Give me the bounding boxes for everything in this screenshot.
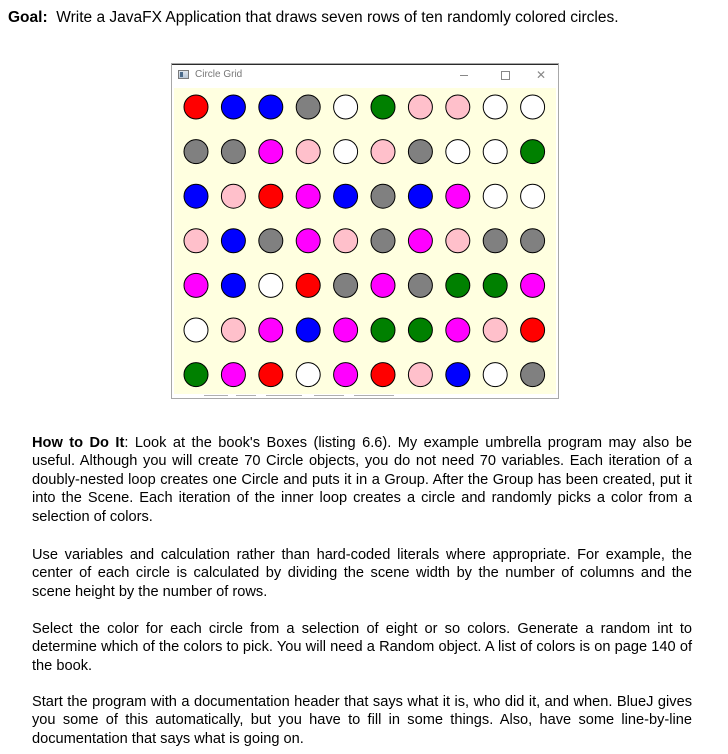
circle-magenta <box>371 273 395 297</box>
circle-magenta <box>221 363 245 387</box>
circle-grid <box>174 88 556 394</box>
circle-white <box>184 318 208 342</box>
variables-paragraph: Use variables and calculation rather than hard-coded literals where appropriate. For example, the center of each circle is calculated by dividing the scene width by the number of columns and the scene height by the number of rows. <box>32 547 692 600</box>
circle-magenta <box>296 184 320 208</box>
circle-pink <box>221 318 245 342</box>
circle-gray <box>296 95 320 119</box>
circle-white <box>334 140 358 164</box>
circle-magenta <box>334 363 358 387</box>
java-app-icon <box>178 70 189 79</box>
goal-label: Goal: <box>8 9 48 26</box>
circle-pink <box>296 140 320 164</box>
circle-gray <box>408 273 432 297</box>
how-to-label: How to Do It <box>32 435 125 451</box>
circle-pink <box>371 140 395 164</box>
circle-white <box>483 184 507 208</box>
circle-white <box>259 273 283 297</box>
circle-white <box>334 95 358 119</box>
circle-gray <box>259 229 283 253</box>
circle-white <box>446 140 470 164</box>
circle-blue <box>334 184 358 208</box>
circle-gray <box>221 140 245 164</box>
circle-magenta <box>259 318 283 342</box>
circle-blue <box>446 363 470 387</box>
how-to-text: : Look at the book's Boxes (listing 6.6). My example umbrella program may also be useful. Although you will create 70 Circle objects, you do not need 70 variables. Each iteration of a doubly-nested loop creates one Circle and puts it in a Group. After the Group has been created, put it into the Scene. Each iteration of the inner loop creates a circle and randomly picks a color from a selection of colors. <box>32 435 692 525</box>
minimize-icon <box>460 75 468 76</box>
window-titlebar[interactable] <box>172 64 558 87</box>
circle-red <box>296 273 320 297</box>
circle-white <box>483 140 507 164</box>
circle-green <box>521 140 545 164</box>
circle-green <box>184 363 208 387</box>
header-paragraph: Start the program with a documentation header that says what it is, who did it, and when. BlueJ gives you some of this automatically, but you have to fill in some things. Also, have some line-by-line documentation that says what is going on. <box>32 694 692 747</box>
circle-blue <box>221 273 245 297</box>
circle-red <box>371 363 395 387</box>
colors-paragraph: Select the color for each circle from a selection of eight or so colors. Generate a random int to determine which of the colors to pick. You will need a Random object. A list of colors is on page 140 of the book. <box>32 621 692 674</box>
circle-green <box>446 273 470 297</box>
circle-gray <box>371 229 395 253</box>
circle-green <box>371 95 395 119</box>
circle-pink <box>184 229 208 253</box>
circle-magenta <box>296 229 320 253</box>
circle-white <box>483 95 507 119</box>
circle-pink <box>408 95 432 119</box>
circle-white <box>521 184 545 208</box>
circle-gray <box>483 229 507 253</box>
minimize-button[interactable] <box>453 67 475 83</box>
circle-blue <box>408 184 432 208</box>
circle-blue <box>221 95 245 119</box>
circle-pink <box>334 229 358 253</box>
circle-blue <box>296 318 320 342</box>
circle-magenta <box>334 318 358 342</box>
circle-red <box>259 184 283 208</box>
circle-red <box>521 318 545 342</box>
circle-magenta <box>446 184 470 208</box>
circle-pink <box>446 95 470 119</box>
scene-canvas <box>174 88 556 394</box>
circle-blue <box>184 184 208 208</box>
circle-magenta <box>446 318 470 342</box>
circle-white <box>483 363 507 387</box>
circle-magenta <box>259 140 283 164</box>
circle-gray <box>408 140 432 164</box>
circle-pink <box>446 229 470 253</box>
circle-white <box>296 363 320 387</box>
goal-line <box>8 8 720 28</box>
circle-magenta <box>521 273 545 297</box>
circle-magenta <box>184 273 208 297</box>
close-button[interactable] <box>530 67 552 83</box>
circle-green <box>371 318 395 342</box>
scene-bottom-edge <box>174 394 556 398</box>
circle-grid-window <box>171 63 559 399</box>
circle-gray <box>521 363 545 387</box>
close-icon: ✕ <box>535 68 547 82</box>
circle-pink <box>221 184 245 208</box>
goal-text: Write a JavaFX Application that draws seven rows of ten randomly colored circles. <box>56 9 619 26</box>
window-title: Circle Grid <box>195 69 243 80</box>
circle-magenta <box>408 229 432 253</box>
circle-gray <box>334 273 358 297</box>
circle-pink <box>408 363 432 387</box>
circle-red <box>184 95 208 119</box>
circle-pink <box>483 318 507 342</box>
how-to-paragraph <box>32 434 692 526</box>
circle-gray <box>371 184 395 208</box>
circle-blue <box>221 229 245 253</box>
circle-blue <box>259 95 283 119</box>
maximize-button[interactable] <box>494 67 516 83</box>
circle-gray <box>521 229 545 253</box>
maximize-icon <box>501 71 510 80</box>
circle-white <box>521 95 545 119</box>
circle-gray <box>184 140 208 164</box>
circle-green <box>483 273 507 297</box>
circle-green <box>408 318 432 342</box>
circle-red <box>259 363 283 387</box>
